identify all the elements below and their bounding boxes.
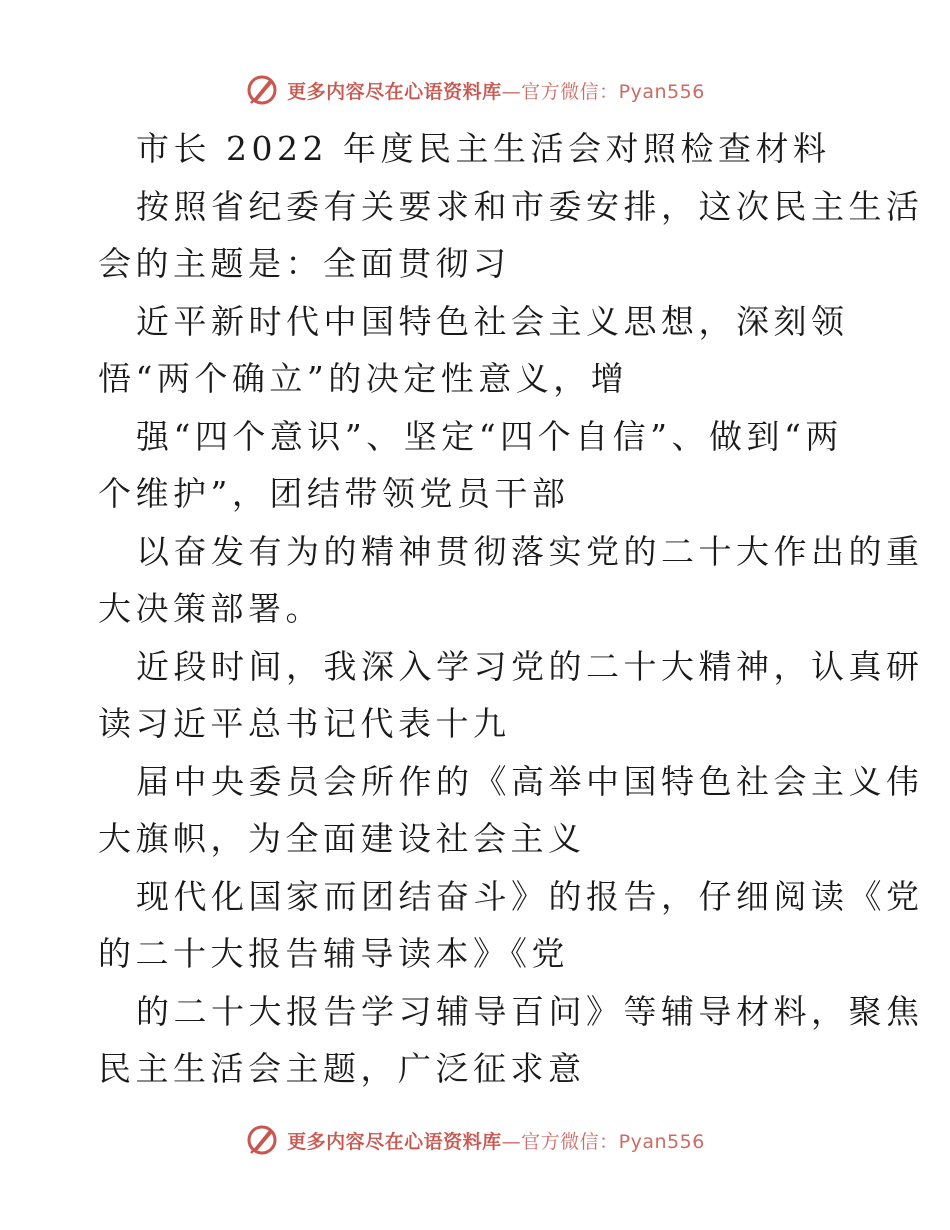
text-line: 大旗帜，为全面建设社会主义 — [98, 819, 586, 858]
watermark-contact: —官方微信：Pyan556 — [501, 80, 705, 103]
document-body — [98, 120, 924, 1098]
watermark-text — [287, 77, 705, 104]
text-line: 现代化国家而团结奋斗》的报告，仔细阅读《党 — [136, 876, 924, 916]
text-line: 届中央委员会所作的《高举中国特色社会主义伟 — [136, 761, 924, 801]
text-line: 的二十大报告辅导读本》《党 — [98, 934, 569, 973]
text-line: 按照省纪委有关要求和市委安排，这次民主生活 — [136, 186, 924, 226]
quill-in-circle-icon — [245, 1123, 279, 1157]
watermark-footer — [0, 1120, 950, 1160]
watermark-contact: —官方微信：Pyan556 — [501, 1130, 705, 1153]
text-line: 悟“两个确立”的决定性意义，增 — [98, 359, 629, 398]
text-line: 民主生活会主题，广泛征求意 — [98, 1049, 586, 1088]
watermark-brand: 更多内容尽在心语资料库 — [287, 80, 502, 103]
text-line: 的二十大报告学习辅导百问》等辅导材料，聚焦 — [136, 991, 924, 1031]
text-line: 近段时间，我深入学习党的二十大精神，认真研 — [136, 646, 924, 686]
watermark-header — [0, 70, 950, 110]
text-line: 读习近平总书记代表十九 — [98, 704, 511, 743]
text-line: 近平新时代中国特色社会主义思想，深刻领 — [136, 301, 849, 341]
text-line: 大决策部署。 — [98, 589, 323, 628]
text-line: 强“四个意识”、坚定“四个自信”、做到“两 — [136, 416, 843, 456]
watermark-text — [287, 1127, 705, 1154]
text-line: 会的主题是：全面贯彻习 — [98, 244, 511, 283]
text-line: 以奋发有为的精神贯彻落实党的二十大作出的重 — [136, 531, 924, 571]
watermark-brand: 更多内容尽在心语资料库 — [287, 1130, 502, 1153]
document-title: 市长 2022 年度民主生活会对照检查材料 — [136, 129, 831, 168]
quill-in-circle-icon — [245, 73, 279, 107]
text-line: 个维护”，团结带领党员干部 — [98, 474, 570, 513]
